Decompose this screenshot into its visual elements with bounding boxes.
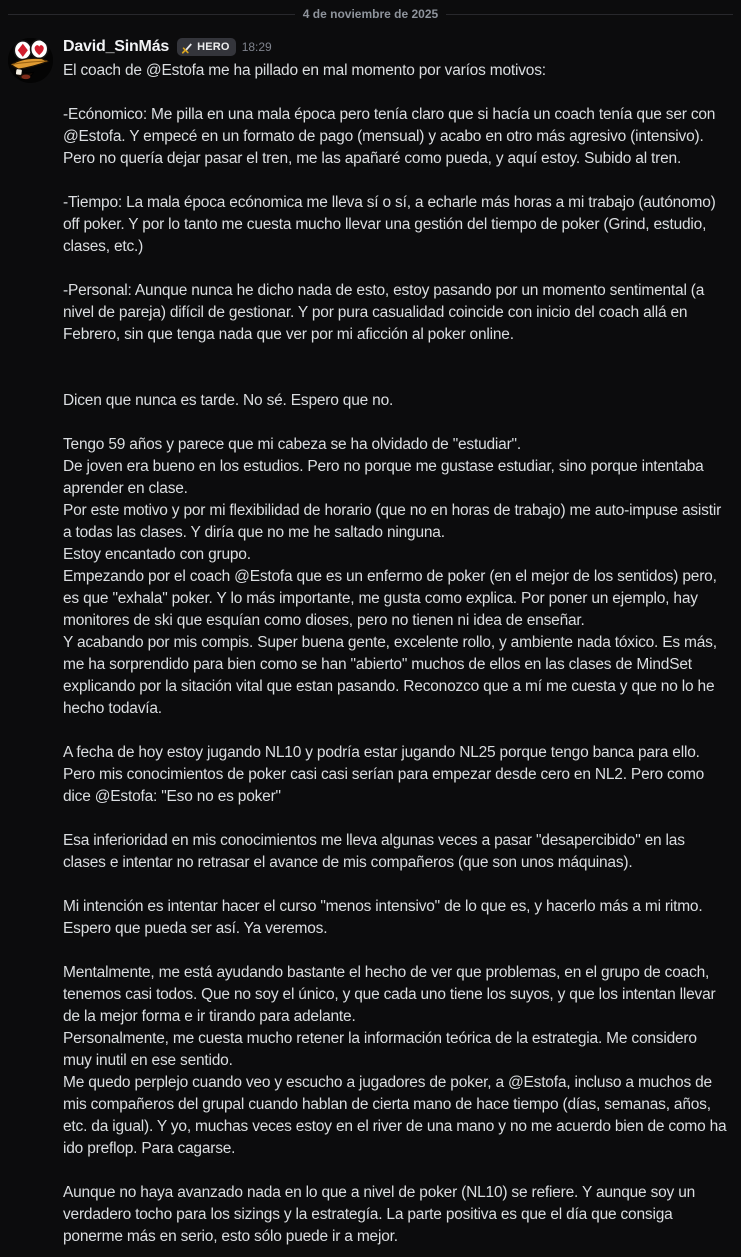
- message-author[interactable]: David_SinMás: [63, 38, 170, 55]
- message-line: Empezando por el coach @Estofa que es un enfermo de poker (en el mejor de los sentidos) pero, es que "exhala" poker. Y lo más importante, me gusta como explica. Por poner un ejemplo, hay monitores de ski que esquían como dioses, pero no tienen ni idea de enseñar.: [63, 568, 721, 629]
- poker-bird-avatar-image: [8, 38, 53, 83]
- message-paragraph: [63, 830, 729, 874]
- message-line: El coach de @Estofa me ha pillado en mal momento por varíos motivos:: [63, 62, 546, 79]
- message-line: Esa inferioridad en mis conocimientos me lleva algunas veces a pasar "desapercibido" en las clases e intentar no retrasar el avance de mis compañeros (que son unos máquinas).: [63, 832, 689, 871]
- message-line: -Personal: Aunque nunca he dicho nada de esto, estoy pasando por un momento sentimental (a nivel de pareja) difícil de gestionar. Y por pura casualidad coincide con inicio del coach allá en Febrero, sin que tenga nada que ver por mi aficción al poker online.: [63, 282, 709, 343]
- badge-label: HERO: [197, 41, 230, 53]
- sword-icon: [181, 41, 194, 54]
- message-line: Aunque no haya avanzado nada en lo que a nivel de poker (NL10) se refiere. Y aunque soy un verdadero tocho para los sizings y la estrategía. La parte positiva es que el día que consiga ponerme más en serio, esto sólo puede ir a mejor.: [63, 1184, 700, 1245]
- message-paragraph: [63, 60, 729, 82]
- message-paragraph: [63, 390, 729, 412]
- message-paragraph: [63, 1182, 729, 1248]
- tooth: [16, 69, 22, 75]
- message-line: Me quedo perplejo cuando veo y escucho a jugadores de poker, a @Estofa, incluso a muchos de mis compañeros del grupal cuando hablan de cierta mano de hace tiempo (días, semanas, años, etc. da igual). Y yo, muchas veces estoy en el river de una mano y no me acuerdo bien de como ha ido preflop. Para cagarse.: [63, 1074, 731, 1157]
- message-paragraph: [63, 742, 729, 808]
- chat-message: [0, 36, 741, 1248]
- message-line: Tengo 59 años y parece que mi cabeza se ha olvidado de "estudiar".: [63, 436, 521, 453]
- message-content: [63, 36, 733, 1248]
- message-line: Dicen que nunca es tarde. No sé. Espero que no.: [63, 392, 394, 409]
- message-line: Por este motivo y por mi flexibilidad de horario (que no en horas de trabajo) me auto-impuse asistir a todas las clases. Y diría que no me he saltado ninguna.: [63, 502, 726, 541]
- message-paragraph: [63, 104, 729, 170]
- message-timestamp: 18:29: [241, 40, 272, 54]
- message-line: A fecha de hoy estoy jugando NL10 y podría estar jugando NL25 porque tengo banca para ello. Pero mis conocimientos de poker casi casi serían para empezar desde cero en NL2. Pero como dice @Estofa: "Eso no es poker": [63, 744, 709, 805]
- message-paragraph: [63, 434, 729, 720]
- hero-badge[interactable]: [177, 38, 236, 56]
- message-line: -Ecónomico: Me pilla en una mala época pero tenía claro que si hacía un coach tenía que ser con @Estofa. Y empecé en un formato de pago (mensual) y acabo en otro más agresivo (intensivo). Pero no quería dejar pasar el tren, me las apañaré como pueda, y aquí estoy. Subido al tren.: [63, 106, 720, 167]
- message-line: Estoy encantado con grupo.: [63, 546, 251, 563]
- message-line: -Tiempo: La mala época ecónomica me lleva sí o sí, a echarle más horas a mi trabajo (autónomo) off poker. Y por lo tanto me cuesta mucho llevar una gestión del tiempo de poker (Grind, estudio, clases, etc.): [63, 194, 720, 255]
- chat-area: [0, 6, 741, 1257]
- message-line: Mi intención es intentar hacer el curso "menos intensivo" de lo que es, y hacerlo más a mi ritmo. Espero que pueda ser así. Ya veremos.: [63, 898, 707, 937]
- message-paragraph: [63, 896, 729, 940]
- divider-line-left: [8, 14, 295, 15]
- divider-line-right: [446, 14, 733, 15]
- message-line: Mentalmente, me está ayudando bastante el hecho de ver que problemas, en el grupo de coach, tenemos casi todos. Que no soy el único, y que cada uno tiene los suyos, y que los intentan llevar de la mejor forma e ir tirando para adelante.: [63, 964, 720, 1025]
- avatar[interactable]: [8, 38, 53, 83]
- tongue: [21, 75, 30, 80]
- message-body: [63, 60, 733, 1248]
- message-line: Y acabando por mis compis. Super buena gente, excelente rollo, y ambiente nada tóxico. Es más, me ha sorprendido para bien como se han "abierto" muchos de ellos en las clases de MindSet explicando por la sitación vital que estan pasando. Reconozco que a mí me cuesta y que no lo he hecho todavía.: [63, 634, 721, 717]
- message-line: De joven era bueno en los estudios. Pero no porque me gustase estudiar, sino porque intentaba aprender en clase.: [63, 458, 708, 497]
- message-paragraph: [63, 962, 729, 1160]
- message-line: Personalmente, me cuesta mucho retener la información teórica de la estrategia. Me considero muy inutil en ese sentido.: [63, 1030, 701, 1069]
- message-paragraph: [63, 192, 729, 258]
- date-divider: [8, 6, 733, 22]
- date-divider-label: 4 de noviembre de 2025: [302, 7, 439, 21]
- message-header: [63, 36, 733, 58]
- message-paragraph: [63, 280, 729, 346]
